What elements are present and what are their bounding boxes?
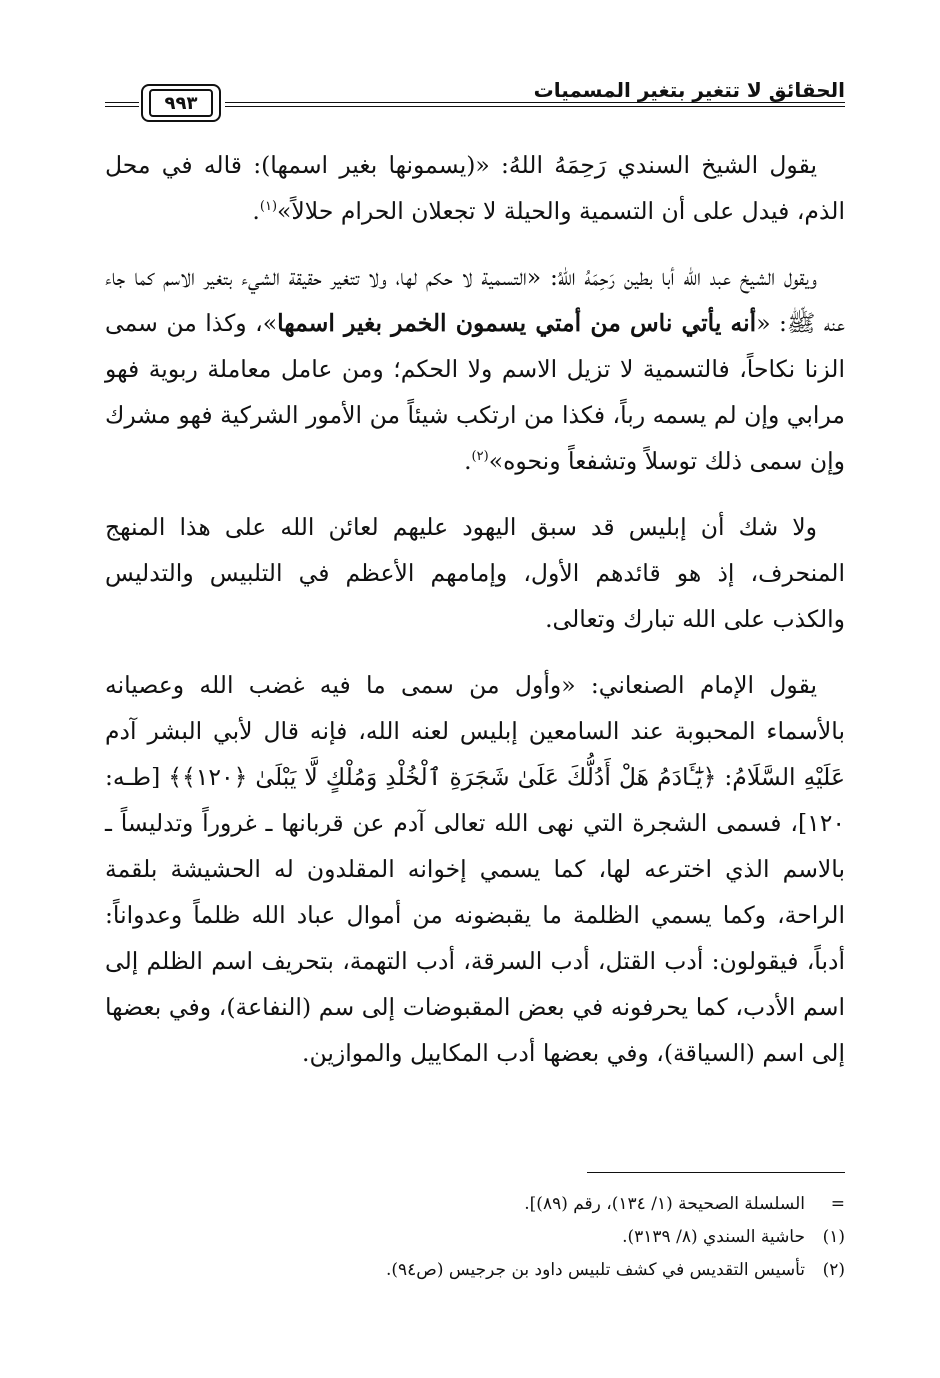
paragraph	[105, 662, 845, 1076]
footnote-text: حاشية السندي (٨/ ٣١٣٩).	[622, 1227, 805, 1247]
footnote	[105, 1221, 845, 1254]
body-text	[105, 142, 845, 1096]
header-rule	[225, 102, 845, 107]
paragraph-text: ويقول الشيخ عبد الله أبا بطين رَحِمَهُ اللهُ: «التسمية لا حكم لها، ولا تتغير حقيقة الشيء بتغير الاسم كما جاء عنه ﷺ: «	[105, 263, 845, 337]
hadith-quote: أنه يأتي ناس من أمتي يسمون الخمر بغير اسمها	[277, 309, 757, 337]
footnote	[105, 1254, 845, 1287]
footnote-mark: =	[830, 1194, 845, 1214]
header-rule-left	[105, 102, 139, 107]
footnote-mark: (١)	[822, 1227, 845, 1247]
footnote-ref: (٢)	[471, 449, 489, 465]
paragraph-end: .	[464, 447, 472, 475]
page-header	[105, 70, 845, 130]
paragraph-text: »، وكذا من سمى الزنا نكاحاً، فالتسمية لا تزيل الاسم ولا الحكم؛ ومن عامل معاملة ربوية فهو مرابي وإن لم يسمه رباً، فكذا من ارتكب شيئاً من الأمور الشركية فهو مشرك وإن سمى ذلك توسلاً وتشفعاً ونحوه»	[105, 309, 845, 475]
paragraph-end: .	[252, 197, 260, 225]
paragraph	[105, 142, 845, 234]
footnote-ref: (١)	[259, 199, 278, 215]
page-number-frame	[141, 84, 221, 122]
running-title: الحقائق لا تتغير بتغير المسميات	[533, 78, 845, 102]
footnote-divider	[587, 1172, 845, 1173]
footnote-mark: (٢)	[822, 1260, 845, 1280]
footnote-text: السلسلة الصحيحة (١/ ١٣٤)، رقم (٨٩)].	[524, 1194, 805, 1214]
paragraph-text: يقول الشيخ السندي رَحِمَهُ اللهُ: «(يسمونها بغير اسمها): قاله في محل الذم، فيدل على أن التسمية والحيلة لا تجعلان الحرام حلالاً»	[105, 151, 845, 225]
page-number: ٩٩٣	[149, 89, 213, 117]
footnote-text: تأسيس التقديس في كشف تلبيس داود بن جرجيس (ص٩٤).	[385, 1260, 805, 1280]
footnote	[105, 1188, 845, 1221]
paragraph	[105, 504, 845, 642]
paragraph	[105, 254, 845, 484]
paragraph-text: ولا شك أن إبليس قد سبق اليهود عليهم لعائن الله على هذا المنهج المنحرف، إذ هو قائدهم الأول، وإمامهم الأعظم في التلبيس والتدليس والكذب على الله تبارك وتعالى.	[105, 513, 845, 633]
paragraph-text: يقول الإمام الصنعاني: «وأول من سمى ما فيه غضب الله وعصيانه بالأسماء المحبوبة عند السامعين إبليس لعنه الله، فإنه قال لأبي البشر آدم عَلَيْهِ السَّلَامُ: ﴿يَٰٓـَٔادَمُ هَلْ أَدُلُّكَ عَلَىٰ شَجَرَةِ ٱلْخُلْدِ وَمُلْكٍ لَّا يَبْلَىٰ ﴿١٢٠﴾﴾ [طـه: ١٢٠]، فسمى الشجرة التي نهى الله تعالى آدم عن قربانها ـ غروراً وتدليساً ـ بالاسم الذي اخترعه لها، كما يسمي إخوانه المقلدون له الحشيشة بلقمة الراحة، وكما يسمي الظلمة ما يقبضونه من أموال عباد الله ظلماً وعدواناً: أدباً، فيقولون: أدب القتل، أدب السرقة، أدب التهمة، بتحريف اسم الظلم إلى اسم الأدب، كما يحرفونه في بعض المقبوضات إلى سم (النفاعة)، وفي بعضها إلى اسم (السياقة)، وفي بعضها أدب المكاييل والموازين.	[105, 671, 845, 1067]
footnotes	[105, 1188, 845, 1287]
